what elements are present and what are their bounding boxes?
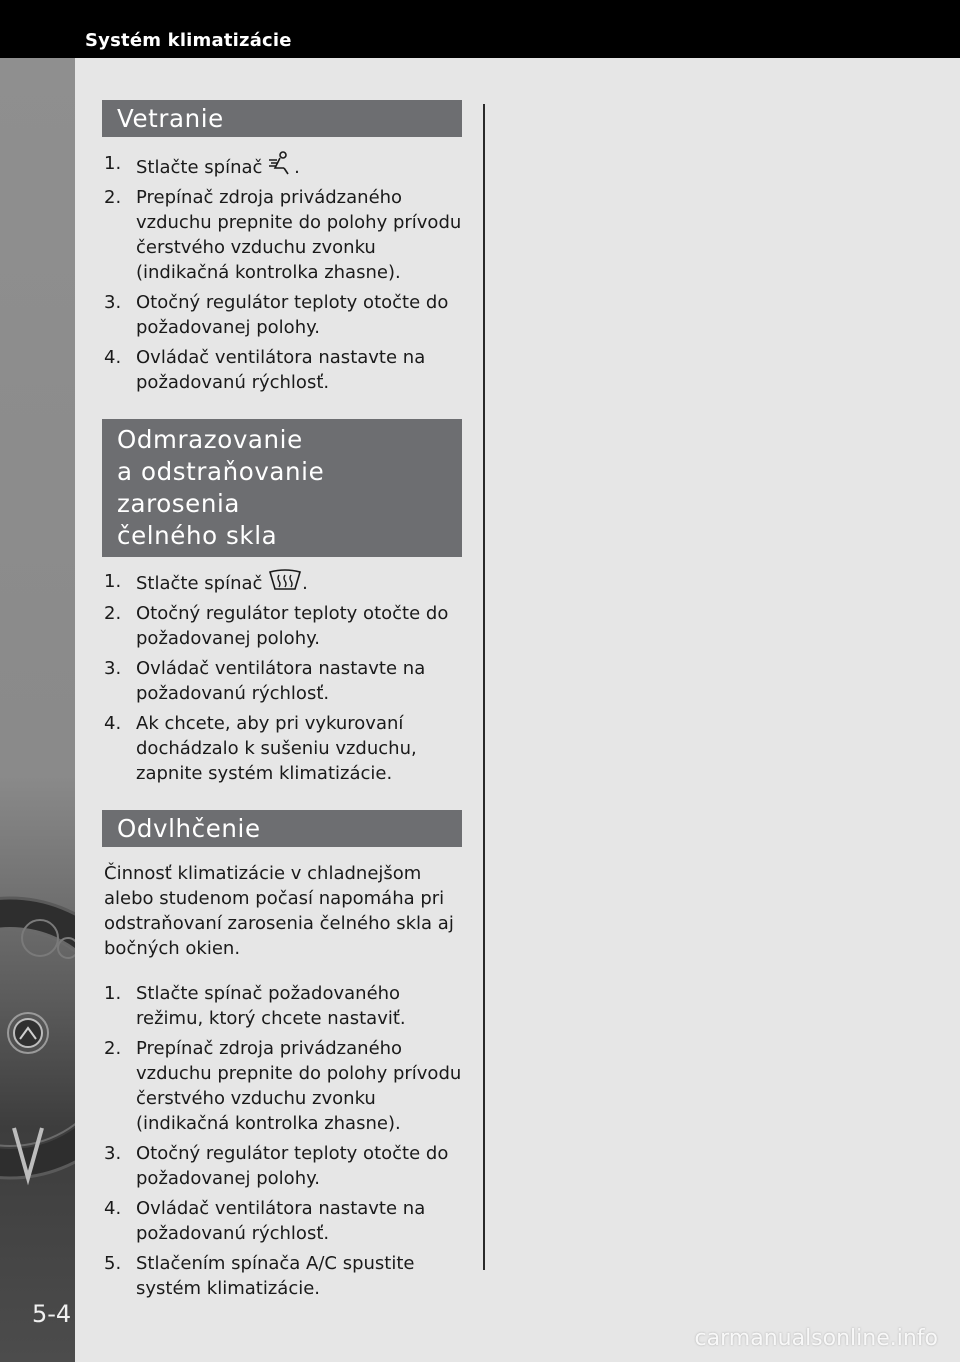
step-number: 4. [104,347,122,368]
section-heading-odvlhcenie: Odvlhčenie [102,810,462,847]
steps-list-vetranie [102,151,462,395]
step-number: 3. [104,292,122,313]
watermark: carmanualsonline.info [694,1326,938,1351]
heading-line: Odmrazovanie [117,425,303,454]
intro-paragraph: Činnosť klimatizácie v chladnejšom alebo studenom počasí napomáha pri odstraňovaní zarosenia čelného skla aj bočných okien. [104,863,454,959]
list-item [102,185,462,285]
step-text: Stlačením spínača A/C spustite systém klimatizácie. [136,1253,415,1299]
step-suffix: . [294,157,300,178]
section-heading-odmrazovanie [102,419,462,557]
step-number: 1. [104,983,122,1004]
content-column [102,100,462,1306]
column-divider [483,104,485,1270]
list-item [102,1196,462,1246]
step-number: 1. [104,571,122,592]
list-item [102,151,462,180]
step-number: 3. [104,658,122,679]
step-number: 4. [104,713,122,734]
list-item [102,345,462,395]
list-item [102,1141,462,1191]
section-heading-vetranie: Vetranie [102,100,462,137]
list-item [102,711,462,786]
step-text: Otočný regulátor teploty otočte do požadovanej polohy. [136,1143,449,1189]
step-text: Stlačte spínač [136,573,263,594]
list-item [102,656,462,706]
face-vent-icon [268,151,294,175]
step-number: 2. [104,187,122,208]
step-text: Otočný regulátor teploty otočte do požadovanej polohy. [136,603,449,649]
step-number: 3. [104,1143,122,1164]
list-item [102,981,462,1031]
list-item [102,569,462,596]
heading-line: čelného skla [117,521,278,550]
page-number: 5-4 [32,1300,72,1328]
step-text: Stlačte spínač [136,157,263,178]
step-text: Ovládač ventilátora nastavte na požadovanú rýchlosť. [136,1198,426,1244]
steps-list-odmrazovanie [102,569,462,786]
step-text: Ovládač ventilátora nastavte na požadovanú rýchlosť. [136,658,426,704]
step-text: Otočný regulátor teploty otočte do požadovanej polohy. [136,292,449,338]
side-strip [0,58,75,1362]
step-text: Prepínač zdroja privádzaného vzduchu prepnite do polohy prívodu čerstvého vzduchu zvonku (indikačná kontrolka zhasne). [136,1038,462,1134]
page-header-bar [0,0,960,58]
steps-list-odvlhcenie [102,981,462,1301]
step-text: Ak chcete, aby pri vykurovaní dochádzalo k sušeniu vzduchu, zapnite systém klimatizácie. [136,713,417,784]
list-item [102,1251,462,1301]
step-number: 1. [104,153,122,174]
list-item [102,601,462,651]
windshield-defrost-icon [268,569,302,591]
list-item [102,1036,462,1136]
step-suffix: . [302,573,308,594]
step-number: 4. [104,1198,122,1219]
step-text: Ovládač ventilátora nastavte na požadovanú rýchlosť. [136,347,426,393]
step-number: 5. [104,1253,122,1274]
step-text: Prepínač zdroja privádzaného vzduchu prepnite do polohy prívodu čerstvého vzduchu zvonku (indikačná kontrolka zhasne). [136,187,462,283]
page-header-title: Systém klimatizácie [85,30,292,51]
list-item [102,290,462,340]
step-number: 2. [104,1038,122,1059]
step-number: 2. [104,603,122,624]
step-text: Stlačte spínač požadovaného režimu, ktorý chcete nastaviť. [136,983,406,1029]
heading-line: a odstraňovanie zarosenia [117,457,325,518]
steering-wheel-image [0,58,75,1362]
